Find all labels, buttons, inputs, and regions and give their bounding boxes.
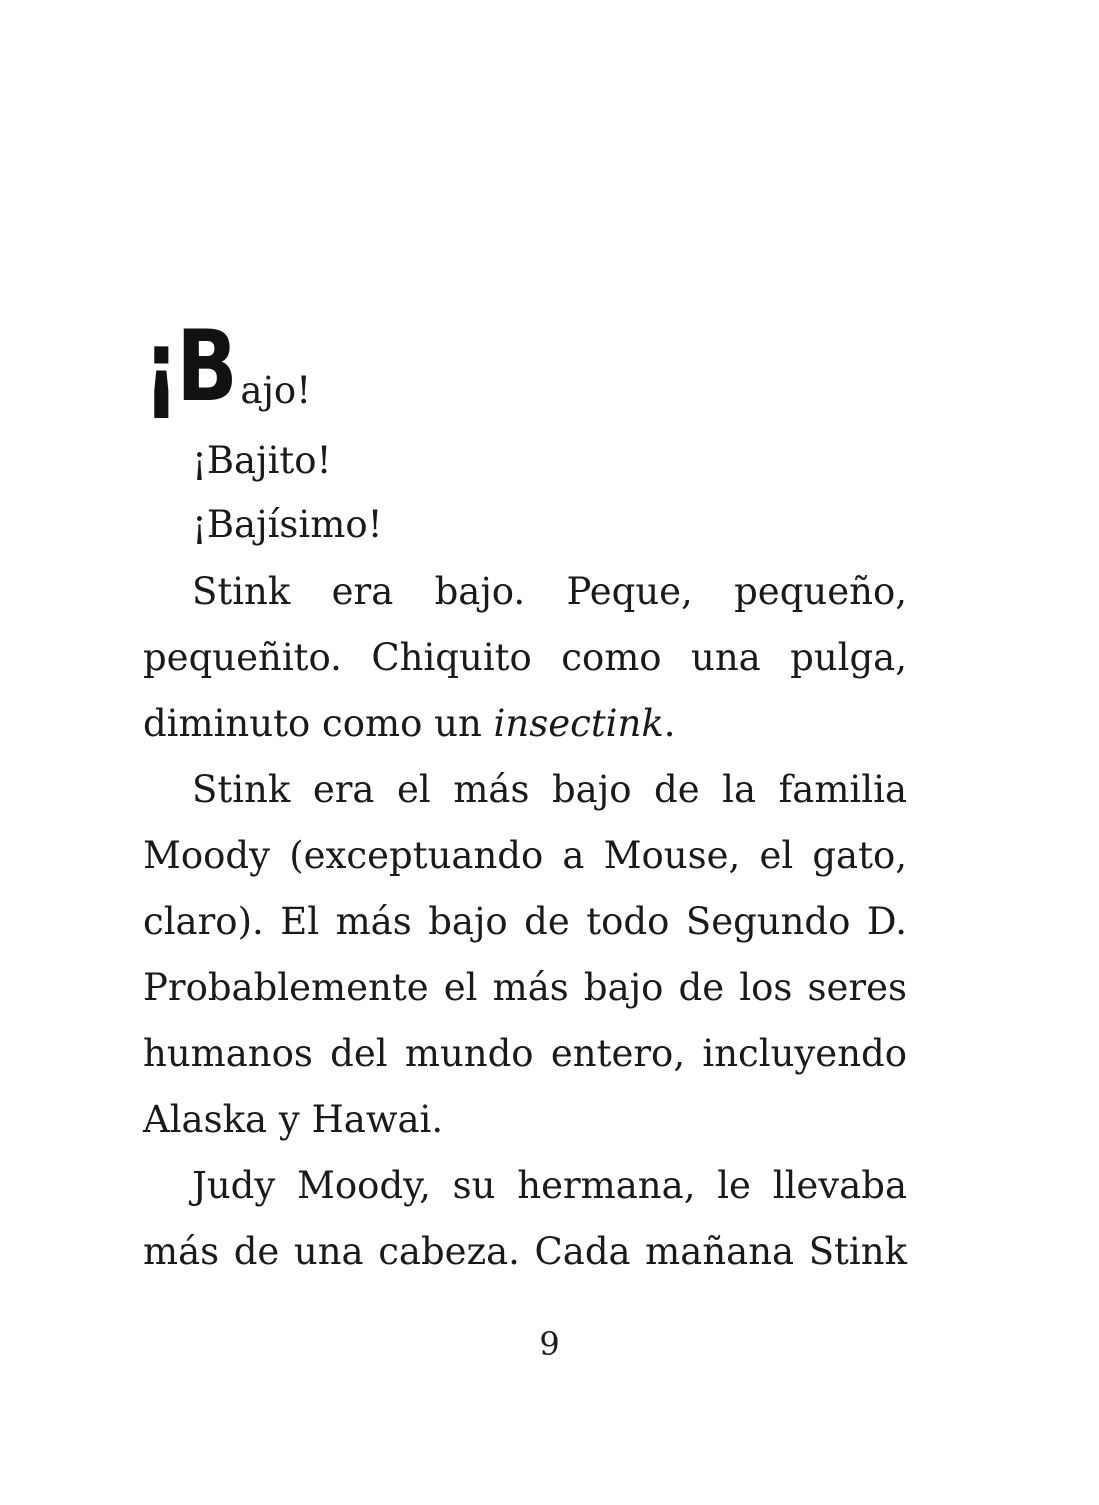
page-number: 9 — [539, 1325, 560, 1363]
text-line: más de una cabeza. Cada mañana Stink — [143, 1230, 907, 1273]
italic-word: insectink — [493, 702, 664, 745]
text-line: Alaska y Hawai. — [143, 1098, 444, 1141]
text-line: pequeñito. Chiquito como una pulga, — [143, 636, 907, 679]
text-line: humanos del mundo entero, incluyendo — [143, 1032, 907, 1075]
text-line: Moody (exceptuando a Mouse, el gato, — [143, 834, 907, 877]
text-line — [143, 691, 907, 757]
text-line: Stink era bajo. Peque, pequeño, — [192, 570, 907, 613]
drop-cap-rest: ajo! — [240, 369, 312, 413]
text-line: ¡Bajísimo! — [192, 503, 383, 546]
text-line: claro). El más bajo de todo Segundo D. — [143, 900, 907, 943]
text-span: . — [663, 702, 676, 745]
text-line: Stink era el más bajo de la familia — [192, 768, 907, 811]
text-line: ¡Bajito! — [192, 439, 332, 482]
text-span: diminuto como un — [143, 702, 494, 745]
text-line: Judy Moody, su hermana, le llevaba — [192, 1164, 907, 1207]
text-line: Probablemente el más bajo de los seres — [143, 966, 907, 1009]
opening-line — [143, 310, 312, 424]
drop-cap: ¡B — [143, 310, 235, 424]
